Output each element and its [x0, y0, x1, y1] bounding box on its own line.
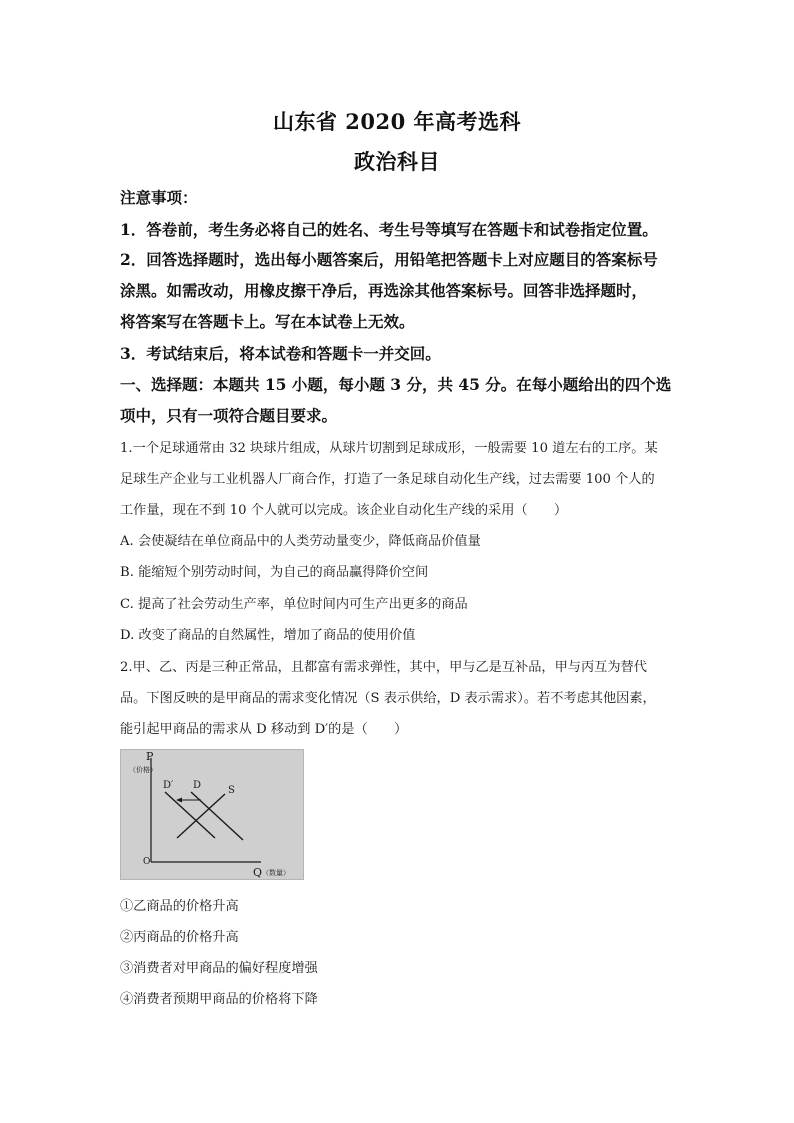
label-d-prime: D′ [163, 780, 174, 791]
q2-stem-line-2: 品。下图反映的是甲商品的需求变化情况（S 表示供给，D 表示需求）。若不考虑其他因素， [120, 691, 656, 706]
label-s: S [228, 785, 235, 796]
page-title: 山东省 2020 年高考选科 [272, 109, 522, 134]
q2-stem-line-1: 2.甲、乙、丙是三种正常品，且都富有需求弹性，其中，甲与乙是互补品，甲与丙互为替代 [120, 660, 647, 675]
notice-line-5: 3．考试结束后，将本试卷和答题卡一并交回。 [120, 344, 441, 363]
origin-label: O [143, 857, 151, 867]
section-heading-line-2: 项中，只有一项符合题目要求。 [120, 406, 338, 425]
q1-option-b: B. 能缩短个别劳动时间，为自己的商品赢得降价空间 [120, 565, 429, 580]
notice-line-4: 将答案写在答题卡上。写在本试卷上无效。 [120, 312, 415, 331]
q1-option-d: D. 改变了商品的自然属性，增加了商品的使用价值 [120, 628, 416, 643]
q1-stem-line-3: 工作量，现在不到 10 个人就可以完成。该企业自动化生产线的采用（ ） [120, 503, 568, 518]
notice-line-3: 涂黑。如需改动，用橡皮擦干净后，再选涂其他答案标号。回答非选择题时， [120, 281, 648, 300]
supply-demand-figure [120, 749, 304, 880]
x-axis-label: Q [253, 866, 263, 879]
notice-line-2: 2．回答选择题时，选出每小题答案后，用铅笔把答题卡上对应题目的答案标号 [120, 250, 658, 269]
q2-choice-3: ③消费者对甲商品的偏好程度增强 [120, 961, 318, 976]
demand-curve-d [191, 792, 243, 840]
q1-option-a: A. 会使凝结在单位商品中的人类劳动量变少，降低商品价值量 [120, 534, 481, 549]
x-axis-unit: （数量） [262, 869, 290, 877]
y-axis-unit: （价格） [129, 766, 157, 774]
q1-stem-line-2: 足球生产企业与工业机器人厂商合作，打造了一条足球自动化生产线，过去需要 100 个人的 [120, 472, 655, 487]
shift-arrow-head [176, 798, 182, 803]
notice-heading: 注意事项： [120, 188, 198, 207]
q2-choice-4: ④消费者预期甲商品的价格将下降 [120, 992, 318, 1007]
page-subtitle: 政治科目 [354, 149, 440, 174]
supply-demand-diagram [121, 750, 303, 879]
section-heading-line-1: 一、选择题：本题共 15 小题，每小题 3 分，共 45 分。在每小题给出的四个选 [120, 375, 672, 394]
q2-choice-1: ①乙商品的价格升高 [120, 899, 239, 914]
q1-stem-line-1: 1.一个足球通常由 32 块球片组成，从球片切割到足球成形，一般需要 10 道左右的工序。某 [120, 441, 658, 456]
q2-stem-line-3: 能引起甲商品的需求从 D 移动到 D′的是（ ） [120, 722, 408, 737]
y-axis-label: P [146, 750, 154, 763]
notice-line-1: 1．答卷前，考生务必将自己的姓名、考生号等填写在答题卡和试卷指定位置。 [120, 220, 658, 239]
demand-curve-d-prime [165, 792, 215, 838]
q1-option-c: C. 提高了社会劳动生产率，单位时间内可生产出更多的商品 [120, 597, 468, 612]
q2-choice-2: ②丙商品的价格升高 [120, 930, 239, 945]
label-d: D [193, 780, 202, 791]
